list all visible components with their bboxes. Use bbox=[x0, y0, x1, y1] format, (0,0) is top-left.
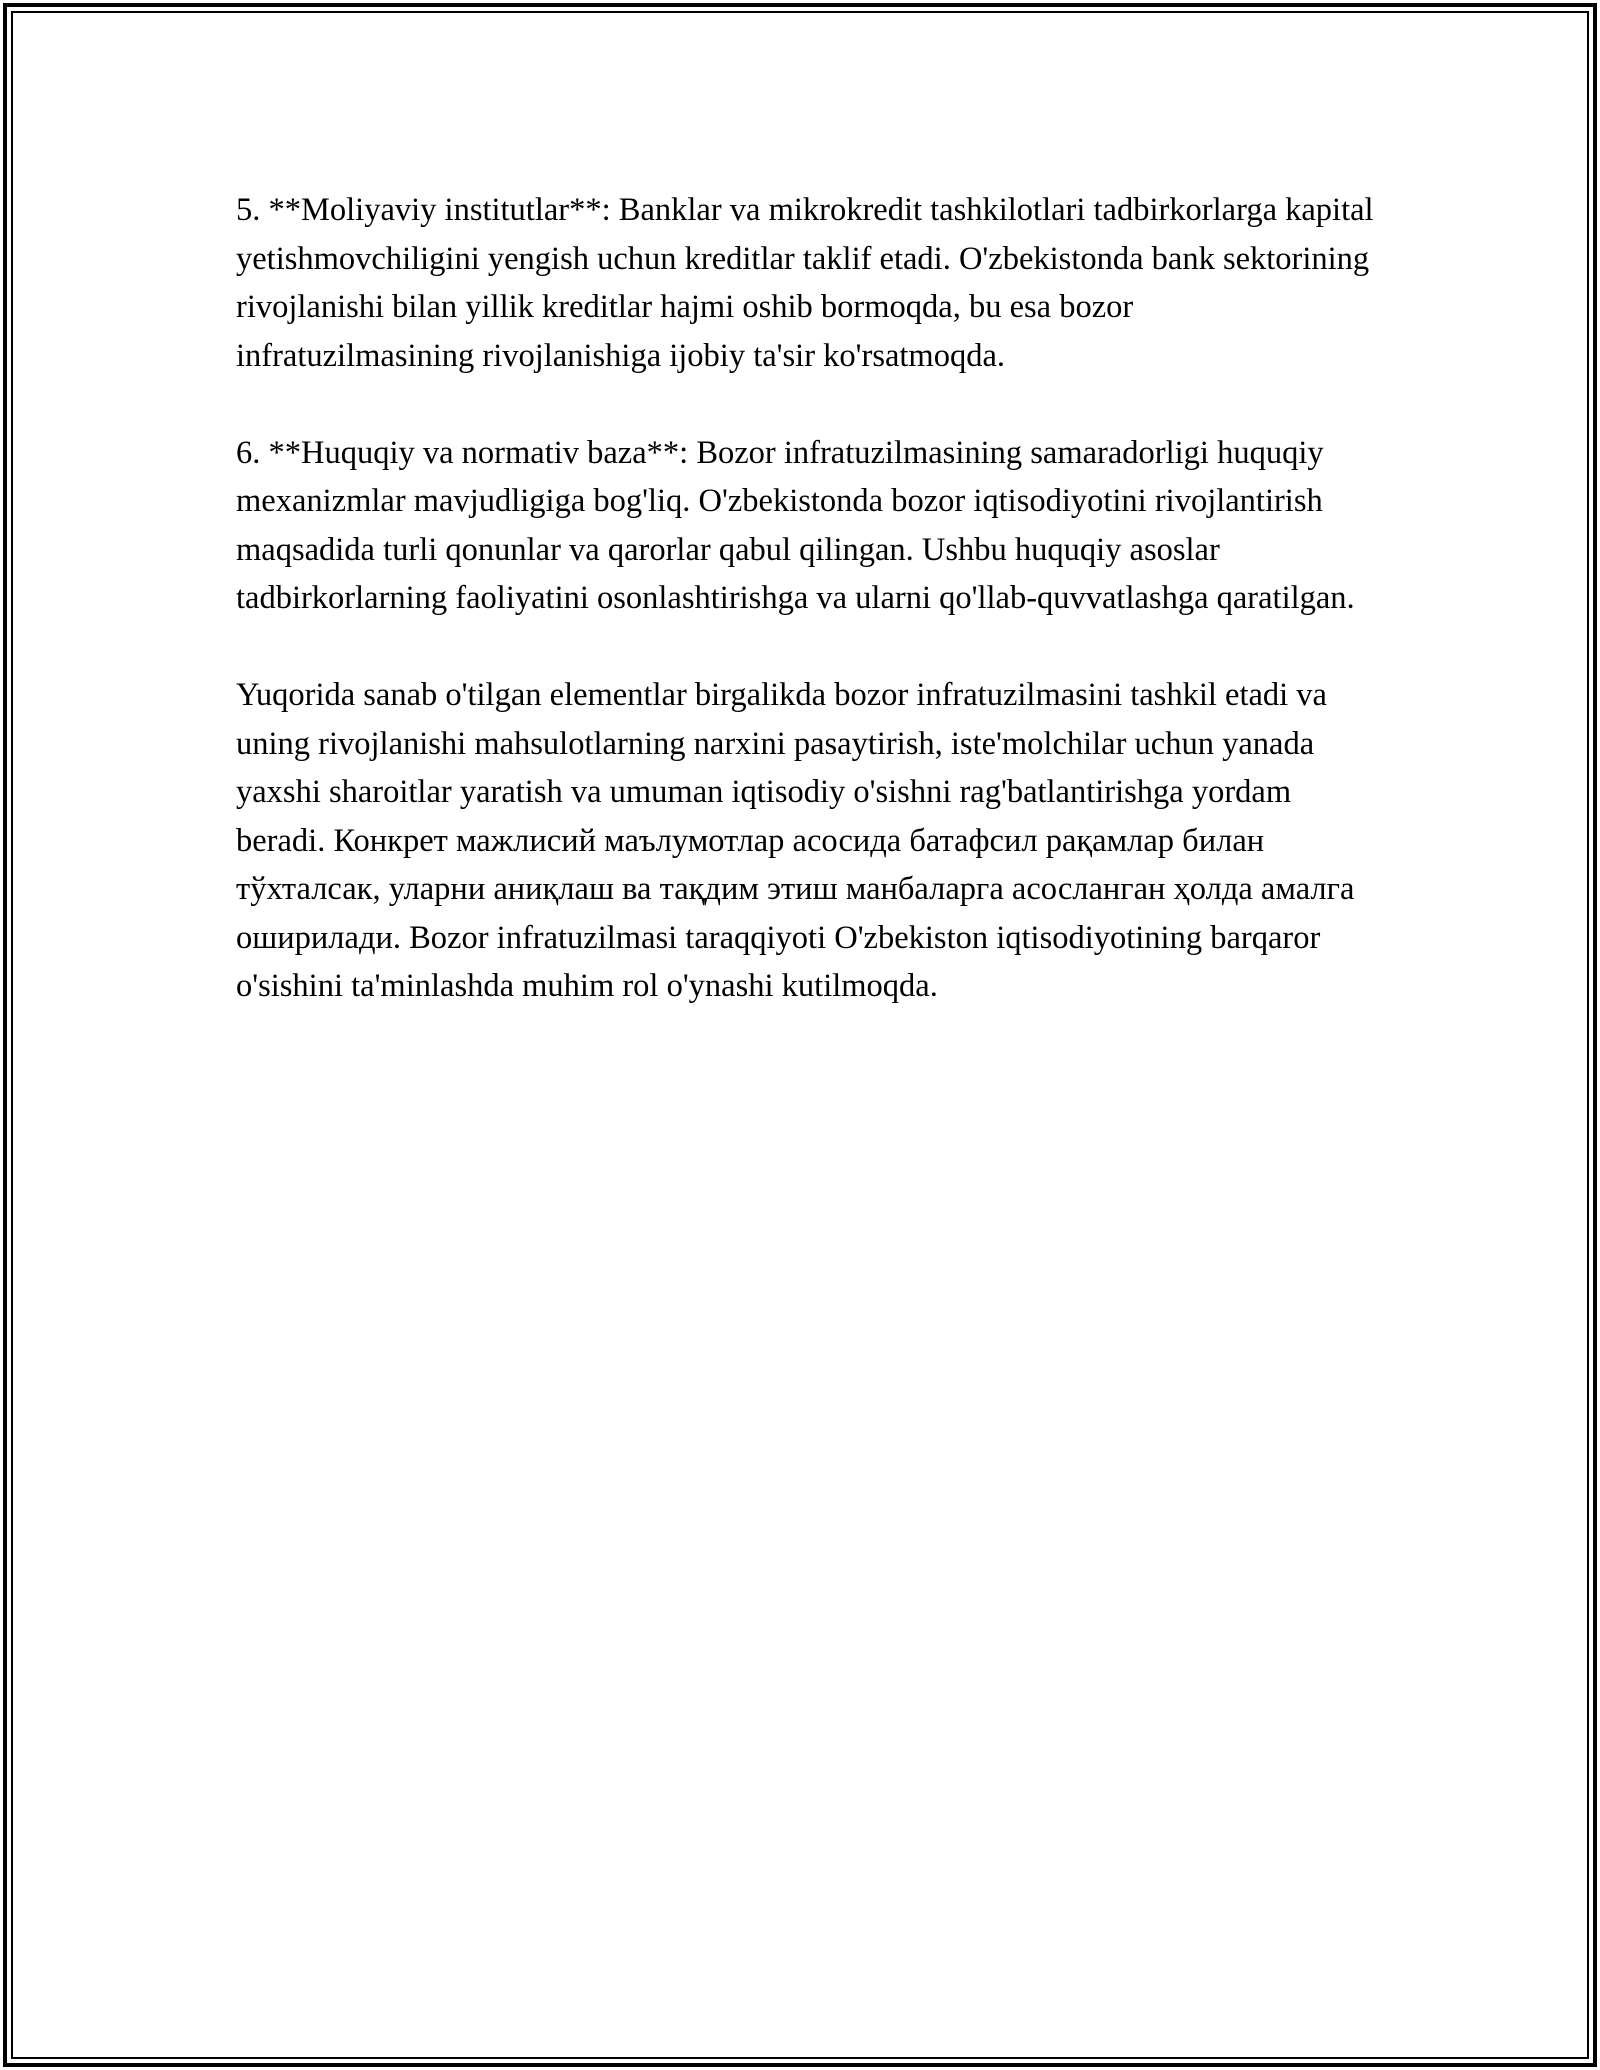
paragraph-conclusion: Yuqorida sanab o'tilgan elementlar birgalikda bozor infratuzilmasini tashkil etadi va uning rivojlanishi mahsulotlarning narxini pasaytirish, iste'molchilar uchun yanada yaxshi sharoitlar yaratish va umuman iqtisodiy o'sishni rag'batlantirishga yordam beradi. Конкрет мажлисий маълумотлар асосида батафсил рақамлар билан тўхталсак, уларни аниқлаш ва тақдим этиш манбаларга асосланган ҳолда амалга оширилади. Bozor infratuzilmasi taraqqiyoti O'zbekiston iqtisodiyotining barqaror o'sishini ta'minlashda muhim rol o'ynashi kutilmoqda. bbox=[236, 677, 1355, 1004]
paragraph-huquqiy-baza: 6. **Huquqiy va normativ baza**: Bozor infratuzilmasining samaradorligi huquqiy mexanizmlar mavjudligiga bog'liq. O'zbekistonda bozor iqtisodiyotini rivojlantirish maqsadida turli qonunlar va qarorlar qabul qilingan. Ushbu huquqiy asoslar tadbirkorlarning faoliyatini osonlashtirishga va ularni qo'llab-quvvatlashga qaratilgan. bbox=[236, 434, 1355, 616]
paragraph-moliyaviy-institutlar: 5. **Moliyaviy institutlar**: Banklar va mikrokredit tashkilotlari tadbirkorlarga kapital yetishmovchiligini yengish uchun kreditlar taklif etadi. O'zbekistonda bank sektorining rivojlanishi bilan yillik kreditlar hajmi oshib bormoqda, bu esa bozor infratuzilmasining rivojlanishiga ijobiy ta'sir ko'rsatmoqda. bbox=[236, 192, 1374, 374]
document-body bbox=[236, 186, 1376, 1011]
